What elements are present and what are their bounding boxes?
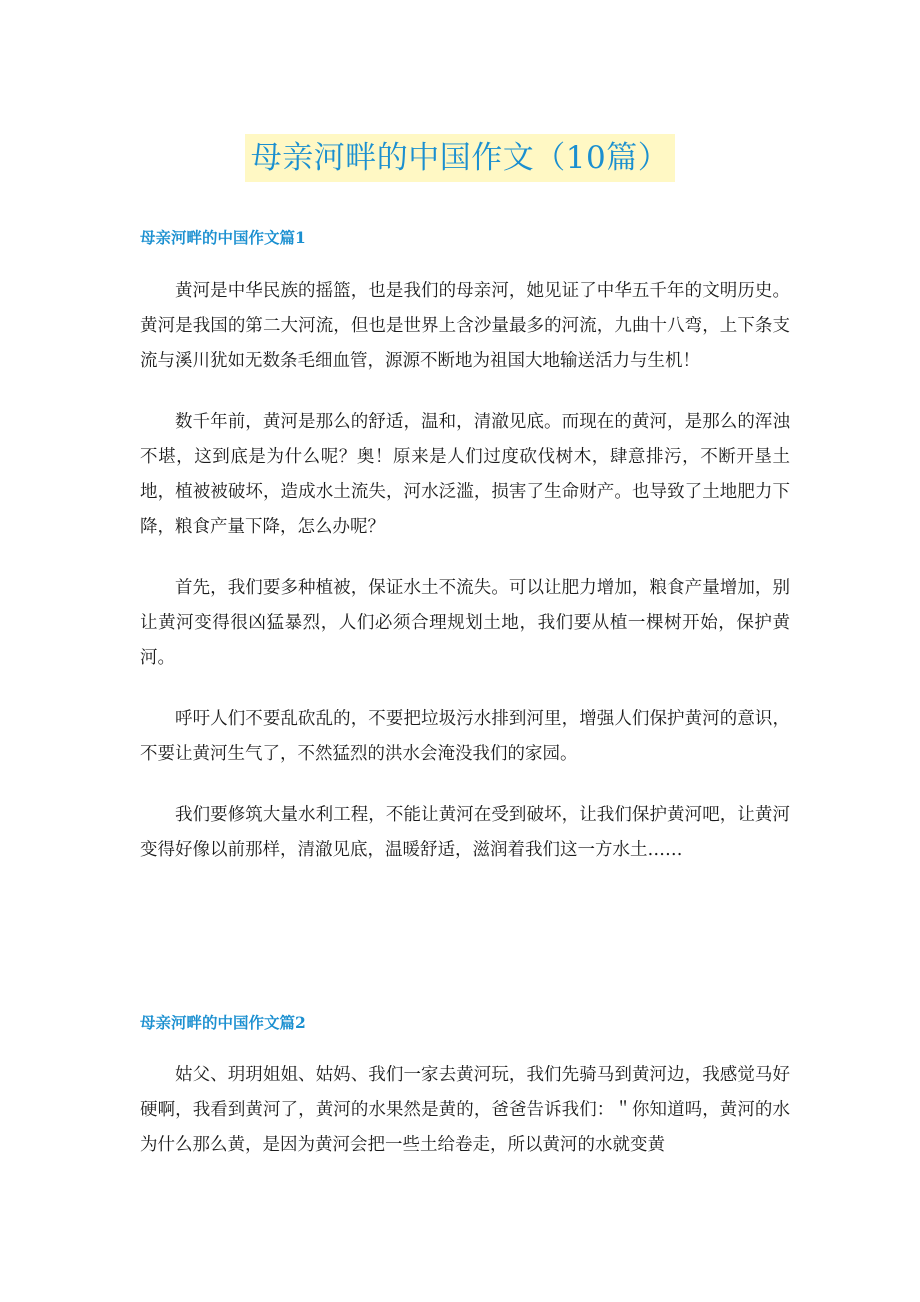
title-container (0, 134, 920, 182)
section-heading: 母亲河畔的中国作文篇1 (140, 228, 306, 247)
essay-section-2 (140, 1012, 790, 1163)
paragraph: 呼吁人们不要乱砍乱的，不要把垃圾污水排到河里，增强人们保护黄河的意识，不要让黄河生气了，不然猛烈的洪水会淹没我们的家园。 (140, 709, 790, 764)
essay-section-1 (140, 227, 790, 868)
paragraph: 我们要修筑大量水利工程，不能让黄河在受到破坏，让我们保护黄河吧，让黄河变得好像以前那样，清澈见底，温暖舒适，滋润着我们这一方水土…… (140, 805, 790, 860)
paragraph: 数千年前，黄河是那么的舒适，温和，清澈见底。而现在的黄河，是那么的浑浊不堪，这到底是为什么呢？奥！原来是人们过度砍伐树木，肆意排污，不断开垦土地，植被被破坏，造成水土流失，河水泛滥，损害了生命财产。也导致了土地肥力下降，粮食产量下降，怎么办呢？ (140, 412, 790, 537)
paragraph: 姑父、玥玥姐姐、姑妈、我们一家去黄河玩，我们先骑马到黄河边，我感觉马好硬啊，我看到黄河了，黄河的水果然是黄的，爸爸告诉我们：＂你知道吗，黄河的水为什么那么黄，是因为黄河会把一些土给卷走，所以黄河的水就变黄 (140, 1065, 790, 1155)
paragraph: 首先，我们要多种植被，保证水土不流失。可以让肥力增加，粮食产量增加，别让黄河变得很凶猛暴烈，人们必须合理规划土地，我们要从植一棵树开始，保护黄河。 (140, 578, 790, 668)
paragraph: 黄河是中华民族的摇篮，也是我们的母亲河，她见证了中华五千年的文明历史。黄河是我国的第二大河流，但也是世界上含沙量最多的河流，九曲十八弯，上下条支流与溪川犹如无数条毛细血管，源源不断地为祖国大地输送活力与生机！ (140, 281, 790, 371)
section-heading: 母亲河畔的中国作文篇2 (140, 1013, 306, 1032)
page-title: 母亲河畔的中国作文（10篇） (245, 134, 675, 182)
